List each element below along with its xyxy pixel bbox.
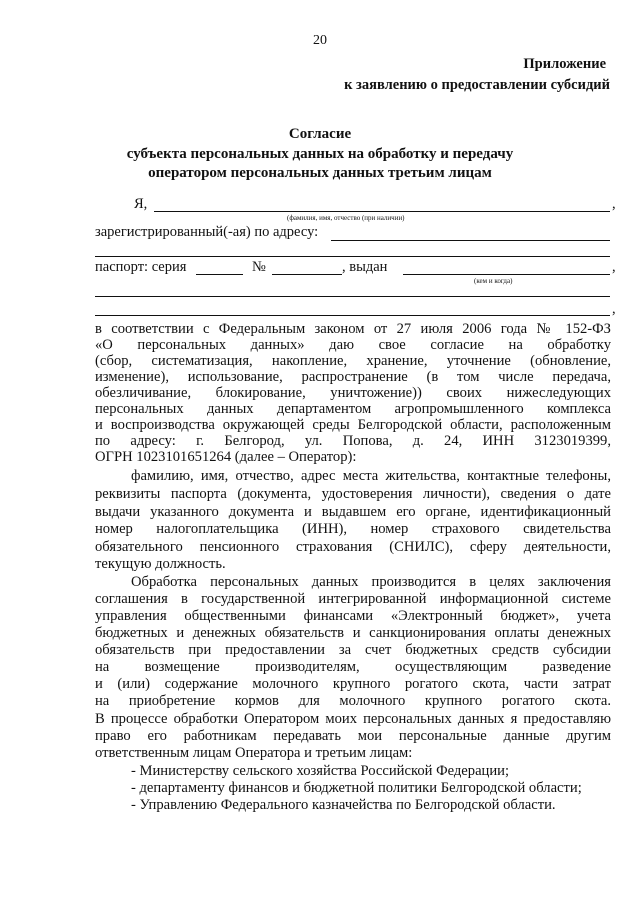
paragraph2-line: фамилию, имя, отчество, адрес места жительства, контактные телефоны, — [131, 468, 611, 484]
fio-comma: , — [612, 196, 616, 212]
paragraph2-line: текущую должность. — [95, 556, 226, 572]
paragraph2-line: выдачи указанного документа и выдавшем его органе, идентификационный — [95, 504, 611, 520]
recipient-list-item: - департаменту финансов и бюджетной политики Белгородской области; — [131, 780, 582, 796]
appendix-subtitle: к заявлению о предоставлении субсидий — [344, 77, 610, 93]
passport-number-label: № — [252, 259, 266, 275]
appendix-title: Приложение — [523, 56, 606, 72]
paragraph1-line: «О персональных данных» даю свое согласие на обработку — [95, 337, 611, 353]
paragraph3-line: ответственным лицам Оператора и третьим лицам: — [95, 745, 413, 761]
issued-field[interactable] — [403, 274, 610, 275]
paragraph1-line: и воспроизводства окружающей среды Белгородской области, расположенным — [95, 417, 611, 433]
paragraph3-line: бюджетных и денежных обязательств и санкционирования оплаты денежных — [95, 625, 611, 641]
fio-field[interactable] — [154, 211, 610, 212]
consent-subtitle-1: субъекта персональных данных на обработку и передачу — [126, 146, 514, 162]
passport-series-label: паспорт: серия — [95, 259, 187, 275]
paragraph3-line: соглашения в государственной интегрированной информационной системе — [95, 591, 611, 607]
page-number: 20 — [313, 33, 327, 48]
paragraph1-line: обезличивание, блокирование, уничтожение)) своих нижеследующих — [95, 385, 611, 401]
registered-label: зарегистрированный(-ая) по адресу: — [95, 224, 319, 240]
paragraph1-line: по адресу: г. Белгород, ул. Попова, д. 24, ИНН 3123019399, — [95, 433, 611, 449]
address-field-1[interactable] — [331, 240, 610, 241]
paragraph3-line: на возмещение производителям, осуществляющим разведение — [95, 659, 611, 675]
issued-label: , выдан — [342, 259, 388, 275]
paragraph3-line: на приобретение кормов для молочного крупного рогатого скота. — [95, 693, 611, 709]
paragraph1-line: (сбор, систематизация, накопление, хранение, уточнение (обновление, — [95, 353, 611, 369]
paragraph1-line: ОГРН 1023101651264 (далее – Оператор): — [95, 449, 357, 465]
consent-title: Согласие — [288, 126, 352, 142]
paragraph3-line: обязательств при предоставлении за счет бюджетных средств субсидии — [95, 642, 611, 658]
paragraph2-line: номер налогоплательщика (ИНН), номер страхового свидетельства — [95, 521, 611, 537]
address-field-2[interactable] — [95, 256, 610, 257]
fio-hint: (фамилия, имя, отчество (при наличии) — [287, 214, 405, 222]
recipient-list-item: - Управлению Федерального казначейства по Белгородской области. — [131, 797, 556, 813]
paragraph3-line: управления общественными финансами «Электронный бюджет», учета — [95, 608, 611, 624]
passport-series-field[interactable] — [196, 274, 243, 275]
paragraph1-line: персональных данных департаментом агропромышленного комплекса — [95, 401, 611, 417]
issued-hint: (кем и когда) — [474, 277, 513, 285]
issued-comma-2: , — [612, 301, 616, 317]
paragraph3-line: Обработка персональных данных производится в целях заключения — [131, 574, 611, 590]
paragraph2-line: реквизиты паспорта (документа, удостоверения личности), сведения о дате — [95, 486, 611, 502]
issued-field-3[interactable] — [95, 315, 610, 316]
i-label: Я, — [134, 196, 148, 212]
recipient-list-item: - Министерству сельского хозяйства Российской Федерации; — [131, 763, 510, 779]
paragraph3-line: В процессе обработки Оператором моих персональных данных я предоставляю — [95, 711, 611, 727]
issued-comma: , — [612, 259, 616, 275]
issued-field-2[interactable] — [95, 296, 610, 297]
paragraph3-line: и (или) содержание молочного крупного рогатого скота, части затрат — [95, 676, 611, 692]
passport-number-field[interactable] — [272, 274, 342, 275]
paragraph1-line: в соответствии с Федеральным законом от 27 июля 2006 года № 152-ФЗ — [95, 321, 611, 337]
paragraph3-line: право его работникам передавать мои персональные данные другим — [95, 728, 611, 744]
consent-subtitle-2: оператором персональных данных третьим лицам — [148, 165, 492, 181]
paragraph2-line: обязательного пенсионного страхования (СНИЛС), сферу деятельности, — [95, 539, 611, 555]
paragraph1-line: изменение), использование, распространение (в том числе передача, — [95, 369, 611, 385]
